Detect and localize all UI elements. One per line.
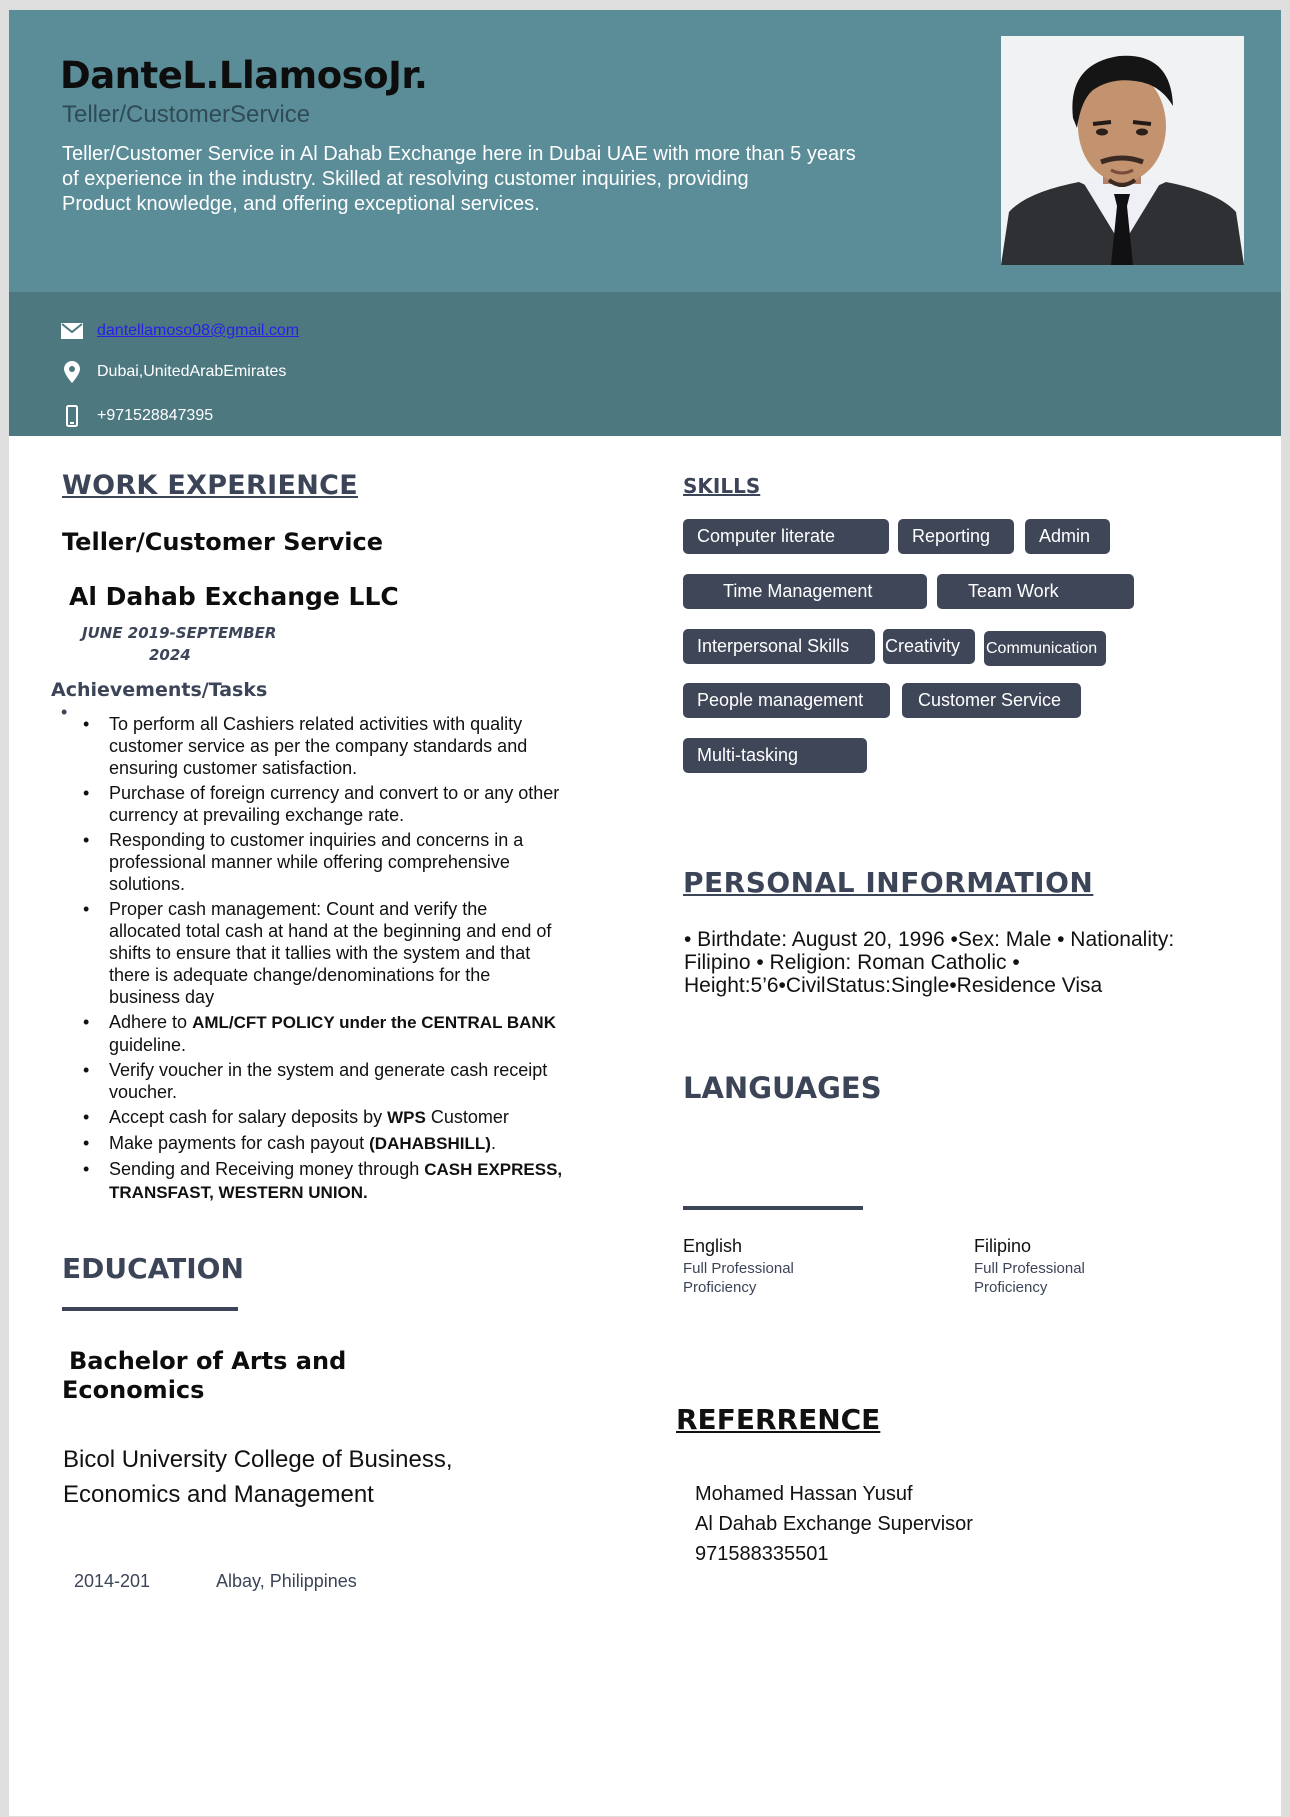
reference-name: Mohamed Hassan Yusuf — [695, 1483, 913, 1505]
contact-location-row — [60, 360, 286, 384]
skill-chip: Customer Service — [902, 683, 1081, 718]
reference-position: Al Dahab Exchange Supervisor — [695, 1513, 973, 1535]
language-item — [683, 1236, 833, 1297]
skill-chip: Reporting — [898, 519, 1014, 554]
job-role: Teller/Customer Service — [62, 528, 383, 556]
skill-chip: People management — [683, 683, 890, 718]
reference-phone: 971588335501 — [695, 1543, 829, 1565]
resume-page — [9, 10, 1281, 1816]
task-item: • To perform all Cashiers related activities with quality customer service as per the company standards and ensuring customer satisfaction. — [83, 713, 563, 779]
degree-title: Bachelor of Arts and Economics — [62, 1347, 347, 1404]
phone-text: +971528847395 — [97, 407, 214, 424]
languages-divider — [683, 1206, 863, 1210]
skill-chip: Creativity — [883, 629, 975, 664]
education-heading: EDUCATION — [62, 1252, 244, 1285]
achievements-heading: Achievements/Tasks — [51, 679, 268, 701]
languages-heading: LANGUAGES — [683, 1071, 882, 1105]
task-item: • Verify voucher in the system and generate cash receipt voucher. — [83, 1059, 563, 1103]
task-item: • Adhere to AML/CFT POLICY under the CENTRAL BANK guideline. — [83, 1011, 563, 1056]
language-name: English — [683, 1236, 743, 1256]
contact-phone-row — [60, 404, 213, 428]
job-title: Teller/CustomerService — [62, 101, 311, 128]
education-years: 2014-201 — [74, 1571, 151, 1591]
employment-dates-start: JUNE 2019-SEPTEMBER — [82, 624, 277, 642]
task-list — [83, 713, 563, 1207]
envelope-icon — [60, 319, 84, 343]
language-name: Filipino — [974, 1236, 1032, 1256]
company-name: Al Dahab Exchange LLC — [69, 582, 399, 611]
reference-block — [695, 1479, 973, 1569]
task-item: • Sending and Receiving money through CASH EXPRESS, TRANSFAST, WESTERN UNION. — [83, 1158, 563, 1204]
language-level: Full Professional Proficiency — [974, 1260, 1085, 1296]
email-link[interactable]: dantellamoso08@gmail.com — [97, 322, 300, 339]
personal-information-text: • Birthdate: August 20, 1996 •Sex: Male • Nationality: Filipino • Religion: Roman Catholic • Height:5’6•CivilStatus:Single•Residence Visa — [684, 928, 1175, 997]
language-item — [974, 1236, 1124, 1297]
profile-summary: Teller/Customer Service in Al Dahab Exchange here in Dubai UAE with more than 5 years of experience in the industry. Skilled at resolving customer inquiries, providing Product knowledge, and offering exceptional services. — [62, 143, 856, 215]
personal-information-heading: PERSONAL INFORMATION — [683, 866, 1094, 899]
employment-dates-end: 2024 — [149, 646, 191, 664]
map-pin-icon — [60, 360, 84, 384]
skills-heading: SKILLS — [683, 474, 761, 498]
skill-chip: Team Work — [937, 574, 1134, 609]
language-level: Full Professional Proficiency — [683, 1260, 794, 1296]
task-item: • Proper cash management: Count and verify the allocated total cash at hand at the beginning and end of shifts to ensure that it tallies with the system and that there is adequate change/denominations for the business day — [83, 898, 563, 1008]
task-item: • Make payments for cash payout (DAHABSHILL). — [83, 1132, 563, 1155]
task-item: • Accept cash for salary deposits by WPS Customer — [83, 1106, 563, 1129]
education-location: Albay, Philippines — [216, 1571, 357, 1591]
skill-chip: Communication — [984, 631, 1106, 666]
work-experience-heading: WORK EXPERIENCE — [62, 470, 358, 501]
contact-email-row — [60, 319, 299, 343]
task-item: • Responding to customer inquiries and concerns in a professional manner while offering comprehensive solutions. — [83, 829, 563, 895]
skill-chip: Multi-tasking — [683, 738, 867, 773]
skill-chip: Interpersonal Skills — [683, 629, 875, 664]
header-band — [9, 10, 1281, 292]
skill-chip: Admin — [1025, 519, 1110, 554]
empty-bullet: • — [61, 702, 68, 722]
profile-photo — [1001, 36, 1244, 265]
location-text: Dubai,UnitedArabEmirates — [97, 363, 287, 380]
reference-heading: REFERRENCE — [676, 1403, 881, 1436]
education-divider — [62, 1307, 238, 1311]
school-name: Bicol University College of Business, Economics and Management — [63, 1446, 453, 1508]
task-item: • Purchase of foreign currency and convert to or any other currency at prevailing exchange rate. — [83, 782, 563, 826]
candidate-name: DanteL.LlamosoJr. — [60, 54, 428, 97]
skill-chip: Computer literate — [683, 519, 889, 554]
contact-band — [9, 292, 1281, 436]
skill-chip: Time Management — [683, 574, 927, 609]
mobile-phone-icon — [60, 404, 84, 428]
